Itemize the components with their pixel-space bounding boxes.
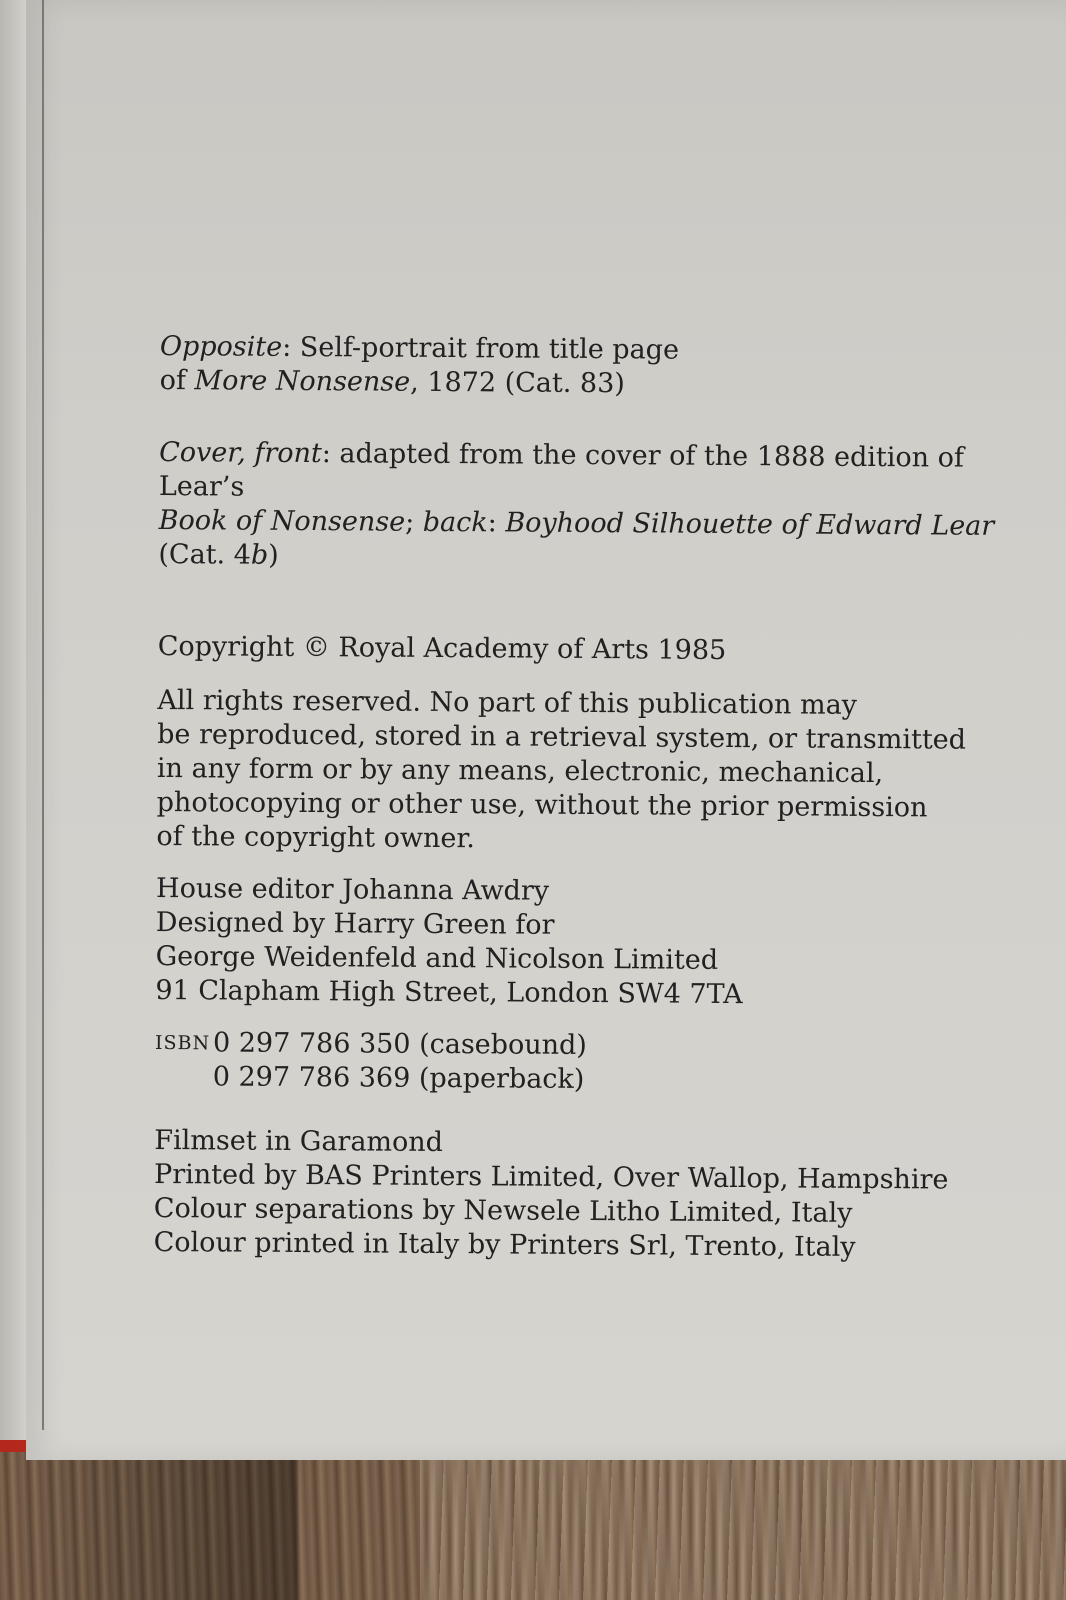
isbn-casebound: 0 297 786 350 (casebound) <box>212 1027 587 1061</box>
isbn-block <box>155 1026 1035 1100</box>
page-gutter-line <box>42 0 44 1430</box>
printing-paragraph: Filmset in Garamond Printed by BAS Printers Limited, Over Wallop, Hampshire Colour separations by Newsele Litho Limited, Italy Colour printed in Italy by Printers Srl, Trento, Italy <box>153 1124 949 1263</box>
cover-label: Cover, front <box>159 436 322 470</box>
rights-paragraph: All rights reserved. No part of this publication may be reproduced, stored in a retrieval system, or transmitted in any form or by any means, electronic, mechanical, photocopying or other use, without the prior permission of the copyright owner. <box>156 684 967 855</box>
facing-page-edge <box>0 0 26 1440</box>
isbn-paperback: 0 297 786 369 (paperback) <box>212 1061 585 1095</box>
wooden-table-light <box>420 1452 1066 1600</box>
cover-caption-line2: Book of Nonsense; back: Boyhood Silhouette of Edward Lear (Cat. 4b) <box>158 504 995 571</box>
cover-caption: Cover, front: adapted from the cover of the 1888 edition of Lear’s <box>158 436 965 503</box>
credits-paragraph: House editor Johanna Awdry Designed by Harry Green for George Weidenfeld and Nicolson Limited 91 Clapham High Street, London SW4 7TA <box>155 872 743 1011</box>
isbn-label: ISBN <box>154 1031 211 1055</box>
copyright-line: Copyright © Royal Academy of Arts 1985 <box>157 630 727 666</box>
opposite-caption-line2: of More Nonsense, 1872 (Cat. 83) <box>159 364 625 400</box>
more-nonsense-title: More Nonsense <box>194 365 411 398</box>
imprint-text <box>154 330 1040 1266</box>
opposite-caption: Opposite: Self-portrait from title page <box>159 330 680 366</box>
opposite-label: Opposite <box>159 330 283 363</box>
